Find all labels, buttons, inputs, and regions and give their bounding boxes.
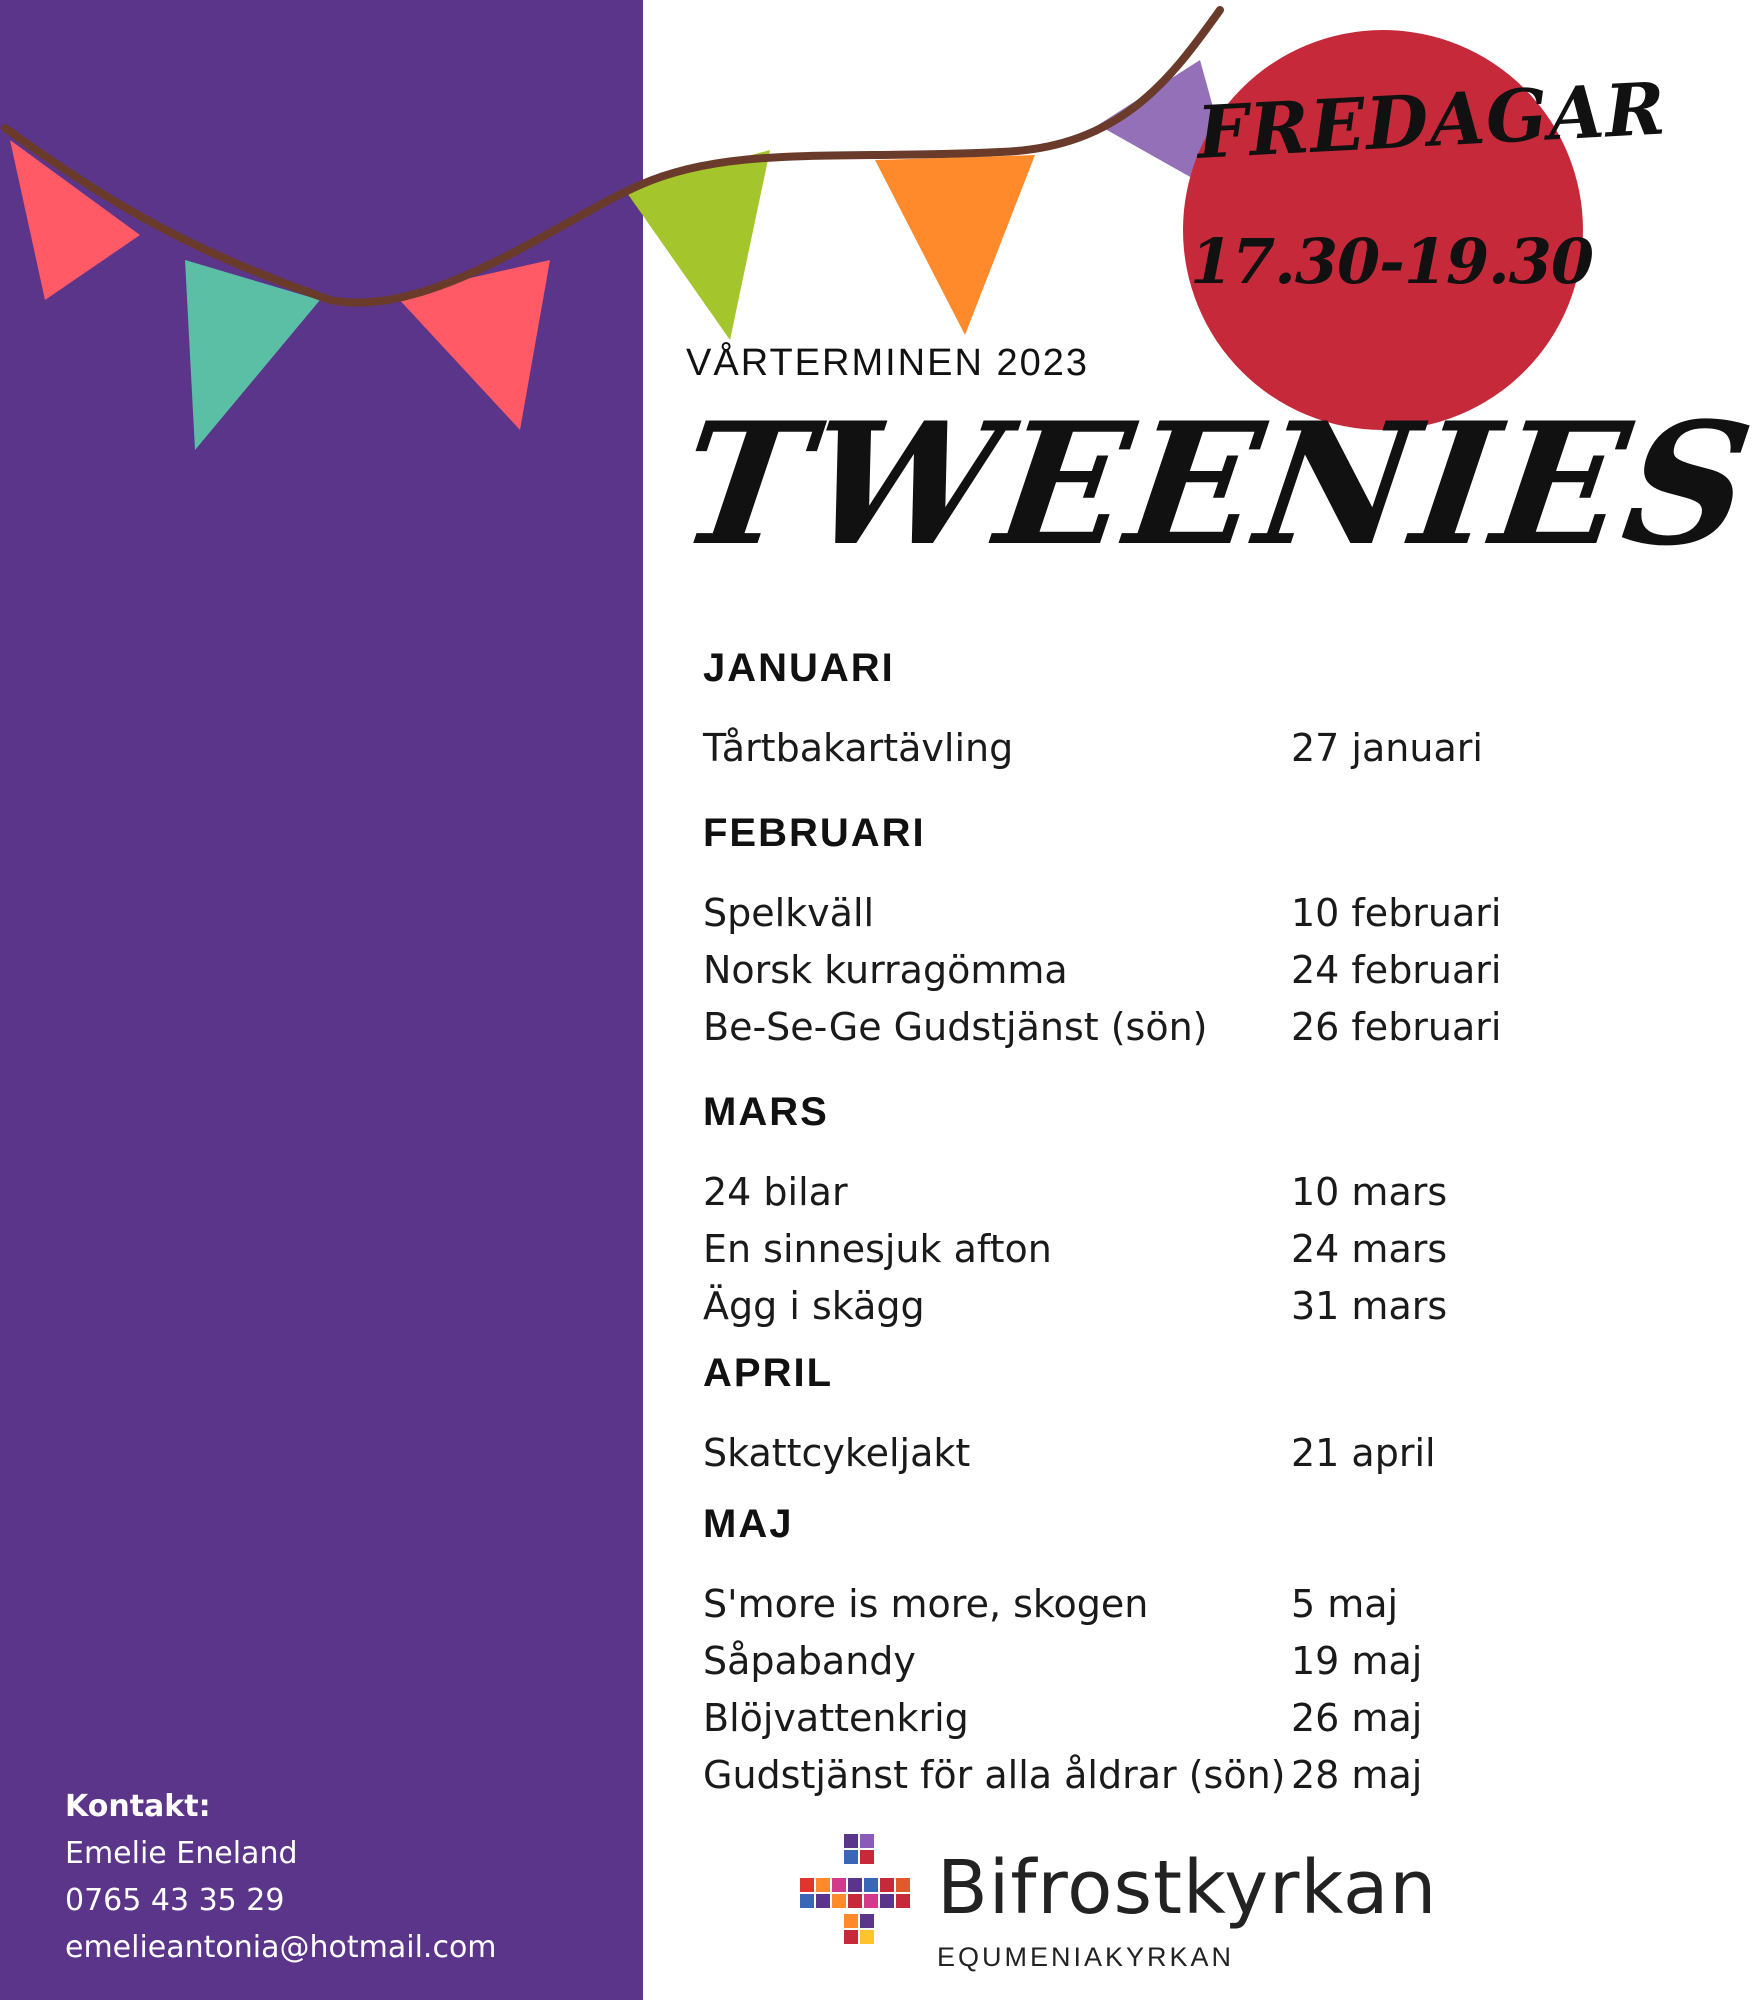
month-section — [703, 640, 1523, 777]
event-list — [703, 1401, 1523, 1482]
month-heading: FEBRUARI — [703, 811, 926, 855]
event-name: Gudstjänst för alla åldrar (sön) — [703, 1753, 1286, 1797]
event-name: Tårtbakartävling — [703, 726, 1014, 770]
contact-block — [65, 1783, 497, 1971]
event-row — [703, 1633, 1523, 1690]
month-heading: JANUARI — [703, 646, 895, 690]
event-date: 26 februari — [1291, 1005, 1502, 1049]
event-row — [703, 720, 1523, 777]
event-list — [703, 1552, 1523, 1804]
bunting-flag — [875, 155, 1035, 335]
month-section — [703, 805, 1523, 1056]
event-date: 28 maj — [1291, 1753, 1423, 1797]
bunting-flag — [395, 260, 550, 430]
contact-name: Emelie Eneland — [65, 1836, 298, 1871]
event-row — [703, 885, 1523, 942]
event-name: Skattcykeljakt — [703, 1431, 971, 1475]
bunting-string — [5, 10, 1220, 303]
event-row — [703, 1221, 1523, 1278]
contact-email[interactable]: emelieantonia@hotmail.com — [65, 1930, 497, 1965]
month-section — [703, 1345, 1523, 1482]
event-name: Norsk kurragömma — [703, 948, 1068, 992]
event-row — [703, 1278, 1523, 1335]
event-row — [703, 1576, 1523, 1633]
month-section — [703, 1084, 1523, 1335]
church-cross-icon — [800, 1834, 918, 1952]
month-heading: APRIL — [703, 1351, 833, 1395]
event-date: 10 mars — [1291, 1170, 1448, 1214]
schedule — [703, 640, 1523, 1804]
event-name: S'more is more, skogen — [703, 1582, 1149, 1626]
event-name: Blöjvattenkrig — [703, 1696, 969, 1740]
badge-time: 17.30-19.30 — [1190, 225, 1594, 298]
month-section — [703, 1496, 1523, 1804]
month-heading: MAJ — [703, 1502, 794, 1546]
event-row — [703, 1747, 1523, 1804]
logo-name: Bifrostkyrkan — [937, 1845, 1438, 1931]
event-date: 26 maj — [1291, 1696, 1423, 1740]
event-date: 27 januari — [1291, 726, 1483, 770]
event-list — [703, 861, 1523, 1056]
event-name: Ägg i skägg — [703, 1284, 925, 1328]
event-row — [703, 1164, 1523, 1221]
event-date: 24 mars — [1291, 1227, 1448, 1271]
event-row — [703, 942, 1523, 999]
event-name: En sinnesjuk afton — [703, 1227, 1052, 1271]
event-name: Spelkväll — [703, 891, 875, 935]
event-row — [703, 1425, 1523, 1482]
badge-day: FREDAGAR — [1195, 65, 1669, 175]
event-row — [703, 999, 1523, 1056]
event-date: 24 februari — [1291, 948, 1502, 992]
event-row — [703, 1690, 1523, 1747]
term-label: VÅRTERMINEN 2023 — [686, 342, 1089, 384]
bunting-flag — [10, 140, 140, 300]
event-date: 5 maj — [1291, 1582, 1399, 1626]
event-list — [703, 1140, 1523, 1335]
month-heading: MARS — [703, 1090, 829, 1134]
event-list — [703, 696, 1523, 777]
contact-heading: Kontakt: — [65, 1789, 211, 1824]
event-date: 21 april — [1291, 1431, 1436, 1475]
event-date: 19 maj — [1291, 1639, 1423, 1683]
page-title: TWEENIES — [669, 385, 1764, 583]
event-name: Såpabandy — [703, 1639, 916, 1683]
contact-phone[interactable]: 0765 43 35 29 — [65, 1883, 285, 1918]
event-date: 10 februari — [1291, 891, 1502, 935]
logo-subtitle: EQUMENIAKYRKAN — [937, 1942, 1235, 1972]
event-date: 31 mars — [1291, 1284, 1448, 1328]
event-name: Be-Se-Ge Gudstjänst (sön) — [703, 1005, 1208, 1049]
event-name: 24 bilar — [703, 1170, 848, 1214]
